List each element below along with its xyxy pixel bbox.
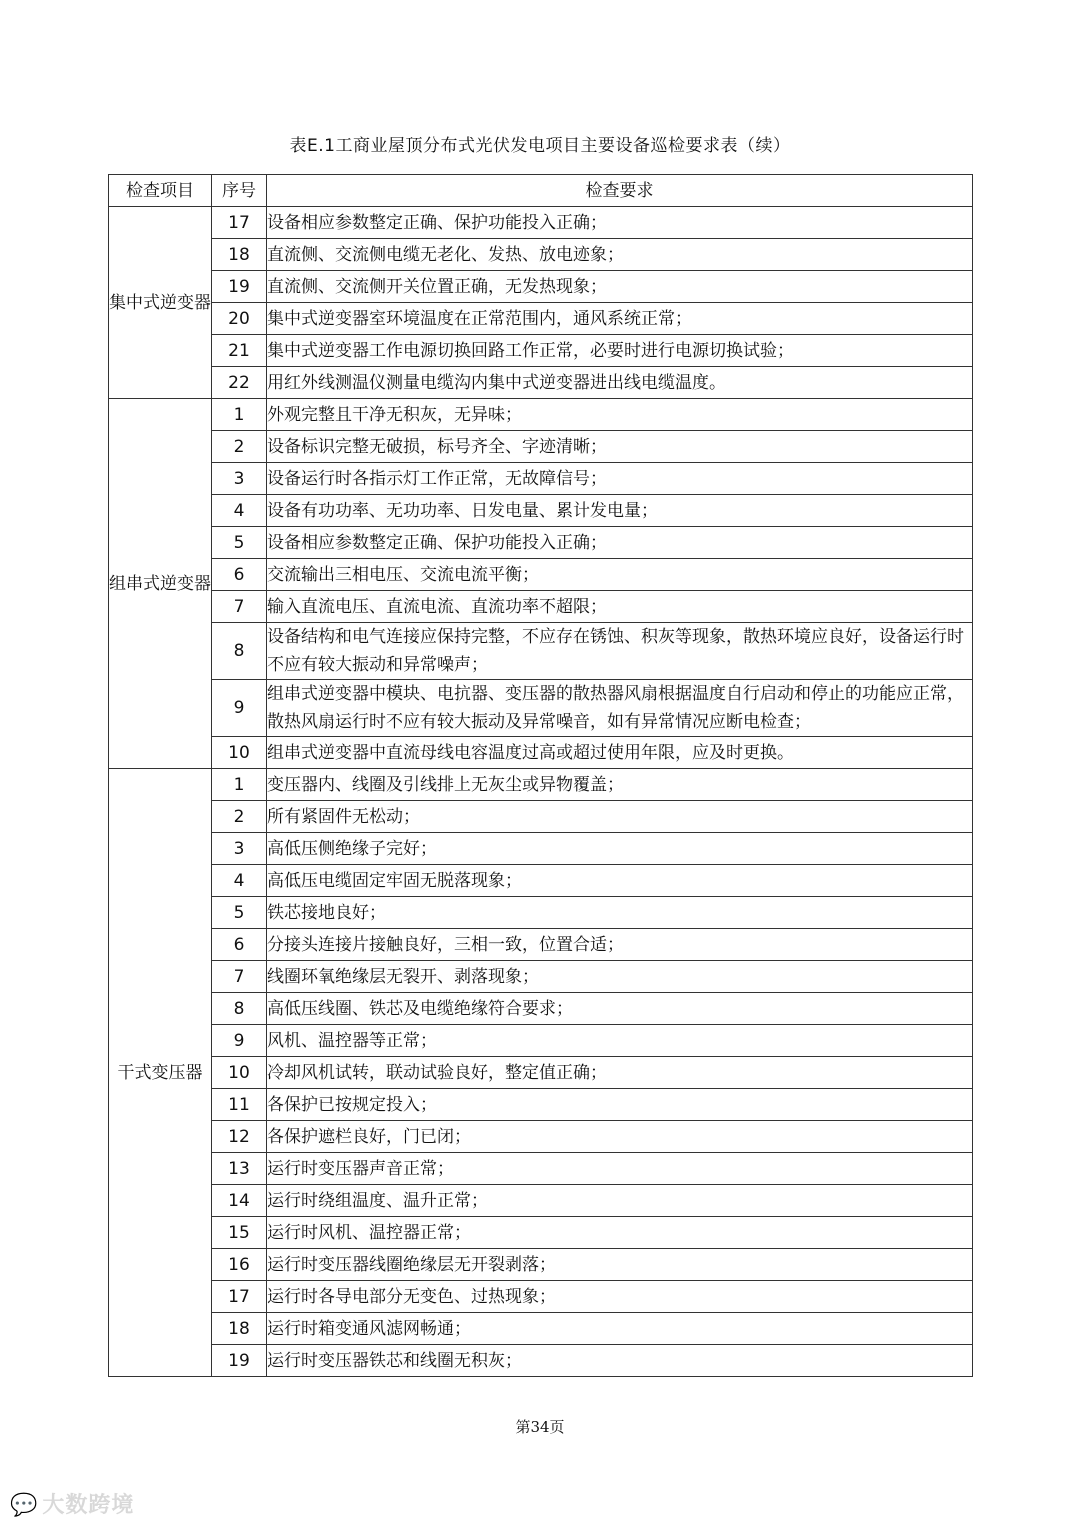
requirement-cell: 集中式逆变器室环境温度在正常范围内，通风系统正常；	[267, 303, 973, 335]
requirement-cell: 组串式逆变器中模块、电抗器、变压器的散热器风扇根据温度自行启动和停止的功能应正常，散热风扇运行时不应有较大振动及异常噪音，如有异常情况应断电检查；	[267, 680, 973, 737]
table-row	[109, 1185, 973, 1217]
table-row	[109, 239, 973, 271]
requirement-cell: 交流输出三相电压、交流电流平衡；	[267, 559, 973, 591]
table-row	[109, 801, 973, 833]
table-row	[109, 737, 973, 769]
number-cell: 18	[212, 239, 267, 271]
requirement-cell: 高低压线圈、铁芯及电缆绝缘符合要求；	[267, 993, 973, 1025]
table-row	[109, 865, 973, 897]
number-cell: 13	[212, 1153, 267, 1185]
category-cell: 组串式逆变器	[109, 399, 212, 769]
number-cell: 16	[212, 1249, 267, 1281]
requirement-cell: 运行时风机、温控器正常；	[267, 1217, 973, 1249]
requirement-cell: 分接头连接片接触良好，三相一致，位置合适；	[267, 929, 973, 961]
table-row	[109, 623, 973, 680]
requirement-cell: 设备标识完整无破损，标号齐全、字迹清晰；	[267, 431, 973, 463]
requirement-cell: 冷却风机试转，联动试验良好，整定值正确；	[267, 1057, 973, 1089]
requirement-cell: 直流侧、交流侧电缆无老化、发热、放电迹象；	[267, 239, 973, 271]
requirement-cell: 用红外线测温仪测量电缆沟内集中式逆变器进出线电缆温度。	[267, 367, 973, 399]
requirement-cell: 输入直流电压、直流电流、直流功率不超限；	[267, 591, 973, 623]
number-cell: 9	[212, 1025, 267, 1057]
requirement-cell: 高低压电缆固定牢固无脱落现象；	[267, 865, 973, 897]
table-row	[109, 833, 973, 865]
requirement-cell: 运行时变压器铁芯和线圈无积灰；	[267, 1345, 973, 1377]
requirement-cell: 直流侧、交流侧开关位置正确，无发热现象；	[267, 271, 973, 303]
requirement-cell: 各保护已按规定投入；	[267, 1089, 973, 1121]
number-cell: 1	[212, 769, 267, 801]
requirement-cell: 集中式逆变器工作电源切换回路工作正常，必要时进行电源切换试验；	[267, 335, 973, 367]
number-cell: 19	[212, 271, 267, 303]
header-category: 检查项目	[109, 175, 212, 207]
number-cell: 6	[212, 929, 267, 961]
requirement-cell: 运行时变压器线圈绝缘层无开裂剥落；	[267, 1249, 973, 1281]
table-row	[109, 1217, 973, 1249]
table-row	[109, 1281, 973, 1313]
requirement-cell: 设备运行时各指示灯工作正常，无故障信号；	[267, 463, 973, 495]
requirement-cell: 组串式逆变器中直流母线电容温度过高或超过使用年限，应及时更换。	[267, 737, 973, 769]
number-cell: 8	[212, 623, 267, 680]
table-row	[109, 367, 973, 399]
number-cell: 11	[212, 1089, 267, 1121]
table-row	[109, 527, 973, 559]
table-row	[109, 993, 973, 1025]
requirement-cell: 设备有功功率、无功功率、日发电量、累计发电量；	[267, 495, 973, 527]
table-row	[109, 1345, 973, 1377]
number-cell: 5	[212, 527, 267, 559]
requirement-cell: 设备相应参数整定正确、保护功能投入正确；	[267, 207, 973, 239]
number-cell: 15	[212, 1217, 267, 1249]
category-cell: 集中式逆变器	[109, 207, 212, 399]
category-cell: 干式变压器	[109, 769, 212, 1377]
requirement-cell: 风机、温控器等正常；	[267, 1025, 973, 1057]
number-cell: 17	[212, 1281, 267, 1313]
table-row	[109, 769, 973, 801]
requirement-cell: 设备结构和电气连接应保持完整，不应存在锈蚀、积灰等现象，散热环境应良好，设备运行时不应有较大振动和异常噪声；	[267, 623, 973, 680]
header-number: 序号	[212, 175, 267, 207]
table-row	[109, 897, 973, 929]
requirement-cell: 设备相应参数整定正确、保护功能投入正确；	[267, 527, 973, 559]
requirement-cell: 线圈环氧绝缘层无裂开、剥落现象；	[267, 961, 973, 993]
table-row	[109, 271, 973, 303]
number-cell: 4	[212, 865, 267, 897]
requirement-cell: 运行时变压器声音正常；	[267, 1153, 973, 1185]
table-row	[109, 1057, 973, 1089]
table-row	[109, 1313, 973, 1345]
number-cell: 22	[212, 367, 267, 399]
number-cell: 2	[212, 801, 267, 833]
requirement-cell: 运行时箱变通风滤网畅通；	[267, 1313, 973, 1345]
header-row	[109, 175, 973, 207]
number-cell: 8	[212, 993, 267, 1025]
number-cell: 20	[212, 303, 267, 335]
requirement-cell: 高低压侧绝缘子完好；	[267, 833, 973, 865]
inspection-table	[108, 174, 973, 1377]
number-cell: 3	[212, 833, 267, 865]
table-row	[109, 1025, 973, 1057]
number-cell: 2	[212, 431, 267, 463]
requirement-cell: 铁芯接地良好；	[267, 897, 973, 929]
requirement-cell: 运行时各导电部分无变色、过热现象；	[267, 1281, 973, 1313]
number-cell: 10	[212, 1057, 267, 1089]
requirement-cell: 各保护遮栏良好，门已闭；	[267, 1121, 973, 1153]
requirement-cell: 变压器内、线圈及引线排上无灰尘或异物覆盖；	[267, 769, 973, 801]
table-row	[109, 961, 973, 993]
number-cell: 1	[212, 399, 267, 431]
number-cell: 9	[212, 680, 267, 737]
table-row	[109, 495, 973, 527]
number-cell: 19	[212, 1345, 267, 1377]
table-row	[109, 680, 973, 737]
table-row	[109, 431, 973, 463]
table-row	[109, 399, 973, 431]
table-row	[109, 463, 973, 495]
number-cell: 12	[212, 1121, 267, 1153]
number-cell: 7	[212, 961, 267, 993]
number-cell: 3	[212, 463, 267, 495]
watermark	[10, 1488, 134, 1519]
table-title: 表E.1工商业屋顶分布式光伏发电项目主要设备巡检要求表（续）	[289, 136, 791, 156]
table-row	[109, 303, 973, 335]
number-cell: 21	[212, 335, 267, 367]
number-cell: 7	[212, 591, 267, 623]
number-cell: 18	[212, 1313, 267, 1345]
table-body	[109, 207, 973, 1377]
page-number: 第34页	[515, 1418, 565, 1436]
table-row	[109, 207, 973, 239]
table-row	[109, 1249, 973, 1281]
number-cell: 14	[212, 1185, 267, 1217]
table-row	[109, 1121, 973, 1153]
table-row	[109, 335, 973, 367]
table-row	[109, 1089, 973, 1121]
watermark-text: 大数跨境	[42, 1493, 135, 1518]
number-cell: 4	[212, 495, 267, 527]
number-cell: 6	[212, 559, 267, 591]
requirement-cell: 运行时绕组温度、温升正常；	[267, 1185, 973, 1217]
requirement-cell: 所有紧固件无松动；	[267, 801, 973, 833]
table-row	[109, 559, 973, 591]
number-cell: 17	[212, 207, 267, 239]
table-row	[109, 929, 973, 961]
watermark-logo-icon: 💬	[10, 1493, 39, 1518]
table-row	[109, 1153, 973, 1185]
table-row	[109, 591, 973, 623]
requirement-cell: 外观完整且干净无积灰，无异味；	[267, 399, 973, 431]
header-requirement: 检查要求	[267, 175, 973, 207]
number-cell: 5	[212, 897, 267, 929]
number-cell: 10	[212, 737, 267, 769]
